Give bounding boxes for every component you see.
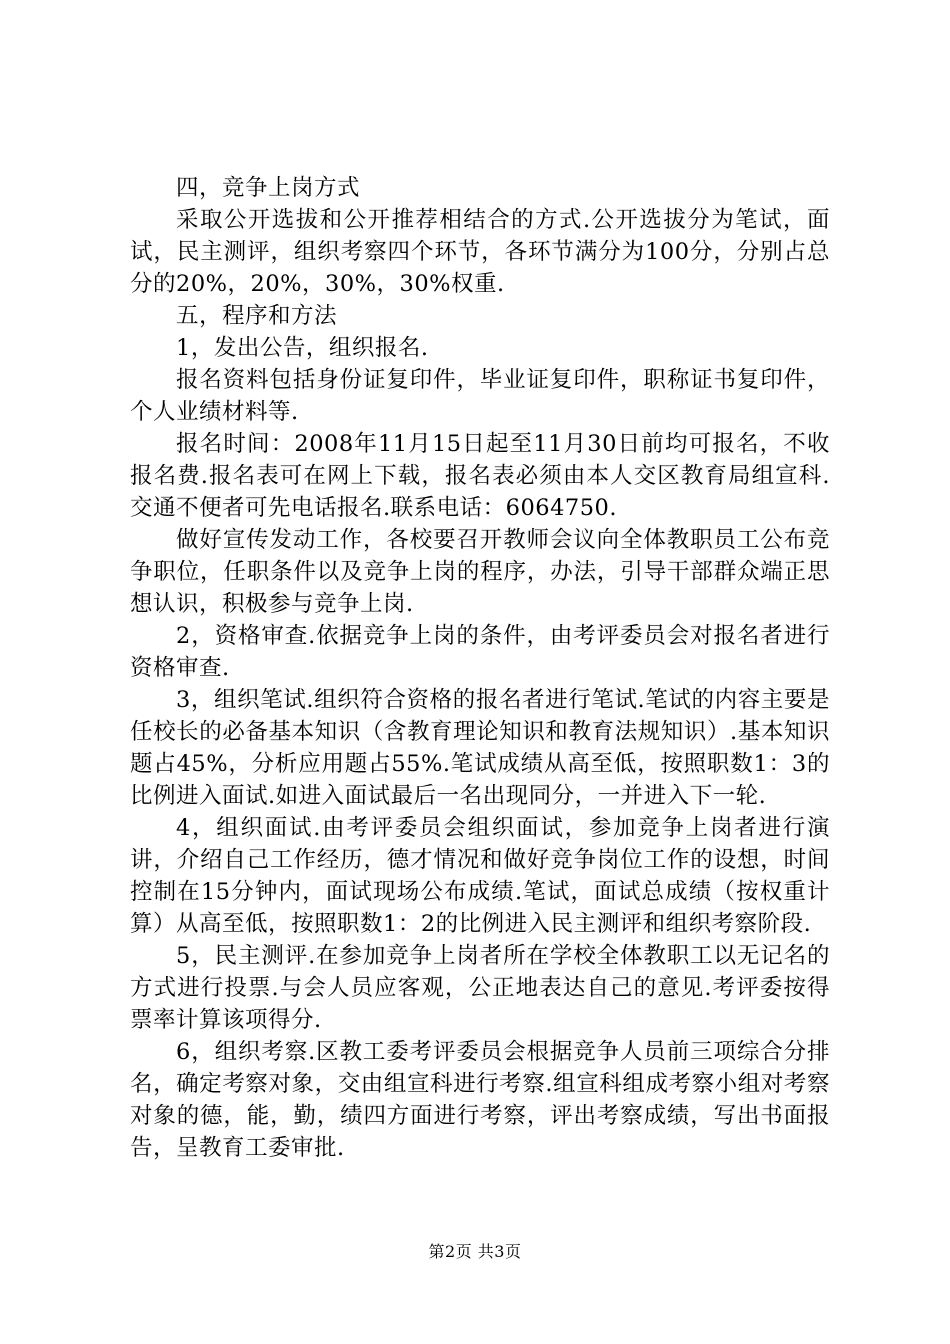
page-footer: 第2页 共3页 (428, 1242, 522, 1261)
document-body (130, 172, 830, 1164)
section-heading-5: 五，程序和方法 (176, 303, 338, 329)
step-2-qualification-review: 2，资格审查.依据竞争上岗的条件，由考评委员会对报名者进行资格审查. (130, 623, 830, 681)
step-6-inspection: 6，组织考察.区教工委考评委员会根据竞争人员前三项综合分排名，确定考察对象，交由组宣科进行考察.组宣科组成考察小组对考察对象的德，能，勤，绩四方面进行考察，评出考察成绩，写出书面报告，呈教育工委审批. (130, 1039, 830, 1161)
step-1-heading: 1，发出公告，组织报名. (176, 335, 429, 361)
step-3-written-exam: 3，组织笔试.组织符合资格的报名者进行笔试.笔试的内容主要是任校长的必备基本知识（含教育理论知识和教育法规知识）.基本知识题占45%，分析应用题占55%.笔试成绩从高至低，按照职数1：3的比例进入面试.如进入面试最后一名出现同分，一并进入下一轮. (130, 687, 830, 809)
paragraph-selection-method: 采取公开选拔和公开推荐相结合的方式.公开选拔分为笔试，面试，民主测评，组织考察四个环节，各环节满分为100分，分别占总分的20%，20%，30%，30%权重. (130, 207, 830, 297)
step-4-interview: 4，组织面试.由考评委员会组织面试，参加竞争上岗者进行演讲，介绍自己工作经历，德才情况和做好竞争岗位工作的设想，时间控制在15分钟内，面试现场公布成绩.笔试，面试总成绩（按权重计算）从高至低，按照职数1：2的比例进入民主测评和组织考察阶段. (130, 815, 830, 937)
paragraph-registration-materials: 报名资料包括身份证复印件，毕业证复印件，职称证书复印件，个人业绩材料等. (130, 367, 830, 425)
paragraph-registration-time: 报名时间：2008年11月15日起至11月30日前均可报名，不收报名费.报名表可在网上下载，报名表必须由本人交区教育局组宣科.交通不便者可先电话报名.联系电话：6064750. (130, 431, 830, 521)
section-heading-4: 四，竞争上岗方式 (176, 175, 361, 201)
step-5-democratic-evaluation: 5，民主测评.在参加竞争上岗者所在学校全体教职工以无记名的方式进行投票.与会人员应客观，公正地表达自己的意见.考评委按得票率计算该项得分. (130, 943, 830, 1033)
paragraph-publicity: 做好宣传发动工作，各校要召开教师会议向全体教职员工公布竞争职位，任职条件以及竞争上岗的程序，办法，引导干部群众端正思想认识，积极参与竞争上岗. (130, 527, 830, 617)
